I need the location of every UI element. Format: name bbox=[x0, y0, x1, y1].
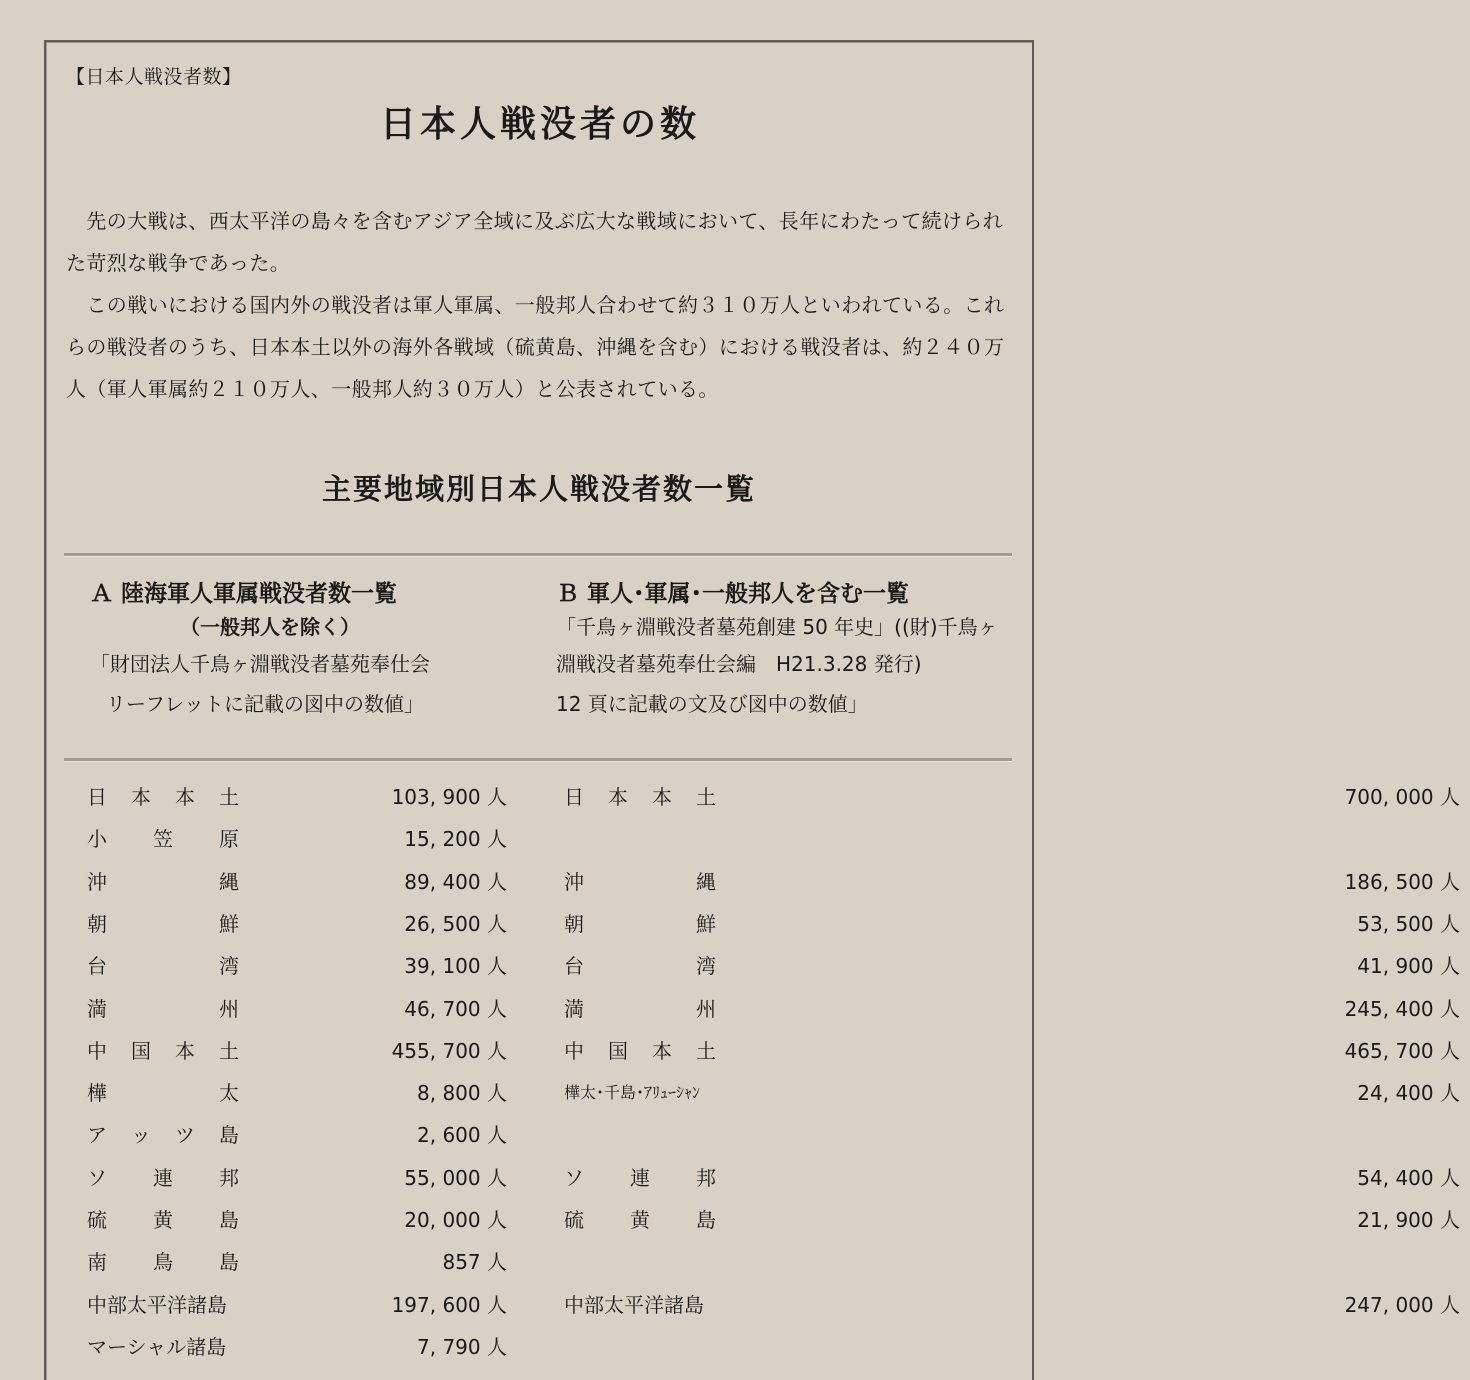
column-a-header bbox=[90, 578, 510, 724]
colA-row bbox=[87, 818, 517, 860]
casualty-count: 21, 900 人 bbox=[1357, 1208, 1460, 1232]
casualty-count: 53, 500 人 bbox=[1357, 911, 1460, 936]
colB-row bbox=[564, 861, 1470, 903]
colB-row bbox=[564, 903, 1470, 945]
casualty-count: 857 人 bbox=[442, 1250, 507, 1275]
colA-row bbox=[87, 861, 517, 903]
casualty-count: 55, 000 人 bbox=[404, 1165, 507, 1190]
column-a-title: Ａ 陸海軍人軍属戦没者数一覧 bbox=[90, 581, 398, 607]
region-name: 中 国 本 土 bbox=[564, 1038, 716, 1063]
region-name: 朝 鮮 bbox=[564, 911, 716, 936]
divider-middle bbox=[64, 758, 1012, 762]
casualty-count: 700, 000 人 bbox=[1344, 785, 1460, 809]
region-name: 小 笠 原 bbox=[87, 827, 239, 852]
casualty-count: 186, 500 人 bbox=[1344, 869, 1460, 894]
casualty-count: 39, 100 人 bbox=[404, 954, 507, 979]
paragraph-2: この戦いにおける国内外の戦没者は軍人軍属、一般邦人合わせて約３１０万人といわれている。これらの戦没者のうち、日本本土以外の海外各戦域（硫黄島、沖縄を含む）における戦没者は、約２４０万人（軍人軍属約２１０万人、一般邦人約３０万人）と公表されている。 bbox=[66, 293, 1005, 401]
casualty-count: 54, 400 人 bbox=[1357, 1165, 1460, 1190]
region-name: 樺 太 bbox=[87, 1081, 239, 1106]
colB-row bbox=[564, 1199, 1470, 1241]
casualty-count: 15, 200 人 bbox=[404, 827, 507, 852]
casualty-count: 41, 900 人 bbox=[1357, 954, 1460, 979]
colA-row bbox=[87, 1030, 517, 1072]
region-name: ア ッ ツ 島 bbox=[87, 1123, 239, 1148]
column-a-source-line2: リーフレットに記載の図中の数値」 bbox=[106, 692, 424, 716]
region-name: 朝 鮮 bbox=[87, 911, 239, 936]
casualty-count: 7, 790 人 bbox=[417, 1334, 507, 1359]
region-name: 樺太･千島･ｱﾘｭｰｼｬﾝ bbox=[564, 1083, 701, 1103]
colB-row bbox=[564, 1284, 1470, 1326]
casualty-count: 89, 400 人 bbox=[404, 869, 507, 894]
intro-text bbox=[66, 200, 1016, 410]
region-name: 満 州 bbox=[87, 996, 239, 1021]
region-name: 台 湾 bbox=[87, 954, 239, 979]
casualty-count: 20, 000 人 bbox=[404, 1208, 507, 1232]
region-name: 硫 黄 島 bbox=[564, 1208, 716, 1232]
section-tag: 【日本人戦没者数】 bbox=[66, 66, 242, 88]
column-b-header bbox=[556, 578, 1016, 724]
region-name: ソ 連 邦 bbox=[564, 1165, 716, 1190]
column-a-subtitle: （一般邦人を除く） bbox=[180, 615, 360, 639]
casualty-count: 245, 400 人 bbox=[1344, 996, 1460, 1021]
colB-row bbox=[564, 945, 1470, 987]
colA-row bbox=[87, 1284, 517, 1326]
casualty-count: 103, 900 人 bbox=[391, 785, 507, 809]
column-b-source-line2: 淵戦没者墓苑奉仕会編 H21.3.28 発行) bbox=[556, 652, 922, 676]
region-name: ソ 連 邦 bbox=[87, 1165, 239, 1190]
casualty-count: 197, 600 人 bbox=[391, 1292, 507, 1317]
region-name: 中 国 本 土 bbox=[87, 1038, 239, 1063]
list-title: 主要地域別日本人戦没者数一覧 bbox=[321, 472, 756, 506]
column-b-title: Ｂ 軍人･軍属･一般邦人を含む一覧 bbox=[556, 581, 910, 607]
region-name: 満 州 bbox=[564, 996, 716, 1021]
region-name: 南 鳥 島 bbox=[87, 1250, 239, 1275]
colA-row bbox=[87, 776, 517, 818]
colA-row bbox=[87, 903, 517, 945]
casualty-count: 26, 500 人 bbox=[404, 911, 507, 936]
region-name: 日 本 本 土 bbox=[564, 785, 716, 809]
colA-row bbox=[87, 945, 517, 987]
colA-row bbox=[87, 988, 517, 1030]
colB-row bbox=[564, 988, 1470, 1030]
casualty-count: 8, 800 人 bbox=[417, 1081, 507, 1106]
region-name: 中部太平洋諸島 bbox=[87, 1292, 227, 1317]
colA-row bbox=[87, 1326, 517, 1368]
colB-row bbox=[564, 1030, 1470, 1072]
colA-row bbox=[87, 1241, 517, 1283]
casualty-count: 46, 700 人 bbox=[404, 996, 507, 1021]
region-name: 中部太平洋諸島 bbox=[564, 1292, 704, 1317]
casualty-count: 247, 000 人 bbox=[1344, 1292, 1460, 1317]
colA-row bbox=[87, 1072, 517, 1114]
colA-row bbox=[87, 1157, 517, 1199]
casualty-count: 465, 700 人 bbox=[1344, 1038, 1460, 1063]
divider-top bbox=[64, 553, 1012, 557]
region-name: マーシャル諸島 bbox=[87, 1334, 227, 1359]
casualty-count: 24, 400 人 bbox=[1357, 1081, 1460, 1106]
colA-row bbox=[87, 1199, 517, 1241]
colB-row bbox=[564, 776, 1470, 818]
region-name: 沖 縄 bbox=[564, 869, 716, 894]
colB-row bbox=[564, 1157, 1470, 1199]
region-name: 硫 黄 島 bbox=[87, 1208, 239, 1232]
colB-row bbox=[564, 1072, 1470, 1114]
colA-row bbox=[87, 1114, 517, 1156]
casualty-count: 2, 600 人 bbox=[417, 1123, 507, 1148]
paragraph-1: 先の大戦は、西太平洋の島々を含むアジア全域に及ぶ広大な戦域において、長年にわたって続けられた苛烈な戦争であった。 bbox=[66, 209, 1004, 275]
region-name: 日 本 本 土 bbox=[87, 785, 239, 809]
region-name: 台 湾 bbox=[564, 954, 716, 979]
page-title: 日本人戦没者の数 bbox=[379, 104, 700, 145]
casualty-count: 455, 700 人 bbox=[391, 1038, 507, 1063]
column-a-source-line1: 「財団法人千鳥ヶ淵戦没者墓苑奉仕会 bbox=[90, 652, 430, 676]
region-name: 沖 縄 bbox=[87, 869, 239, 894]
column-b-source-line1: 「千鳥ヶ淵戦没者墓苑創建 50 年史」((財)千鳥ヶ bbox=[556, 615, 998, 639]
column-b-source-line3: 12 頁に記載の文及び図中の数値」 bbox=[556, 692, 868, 716]
